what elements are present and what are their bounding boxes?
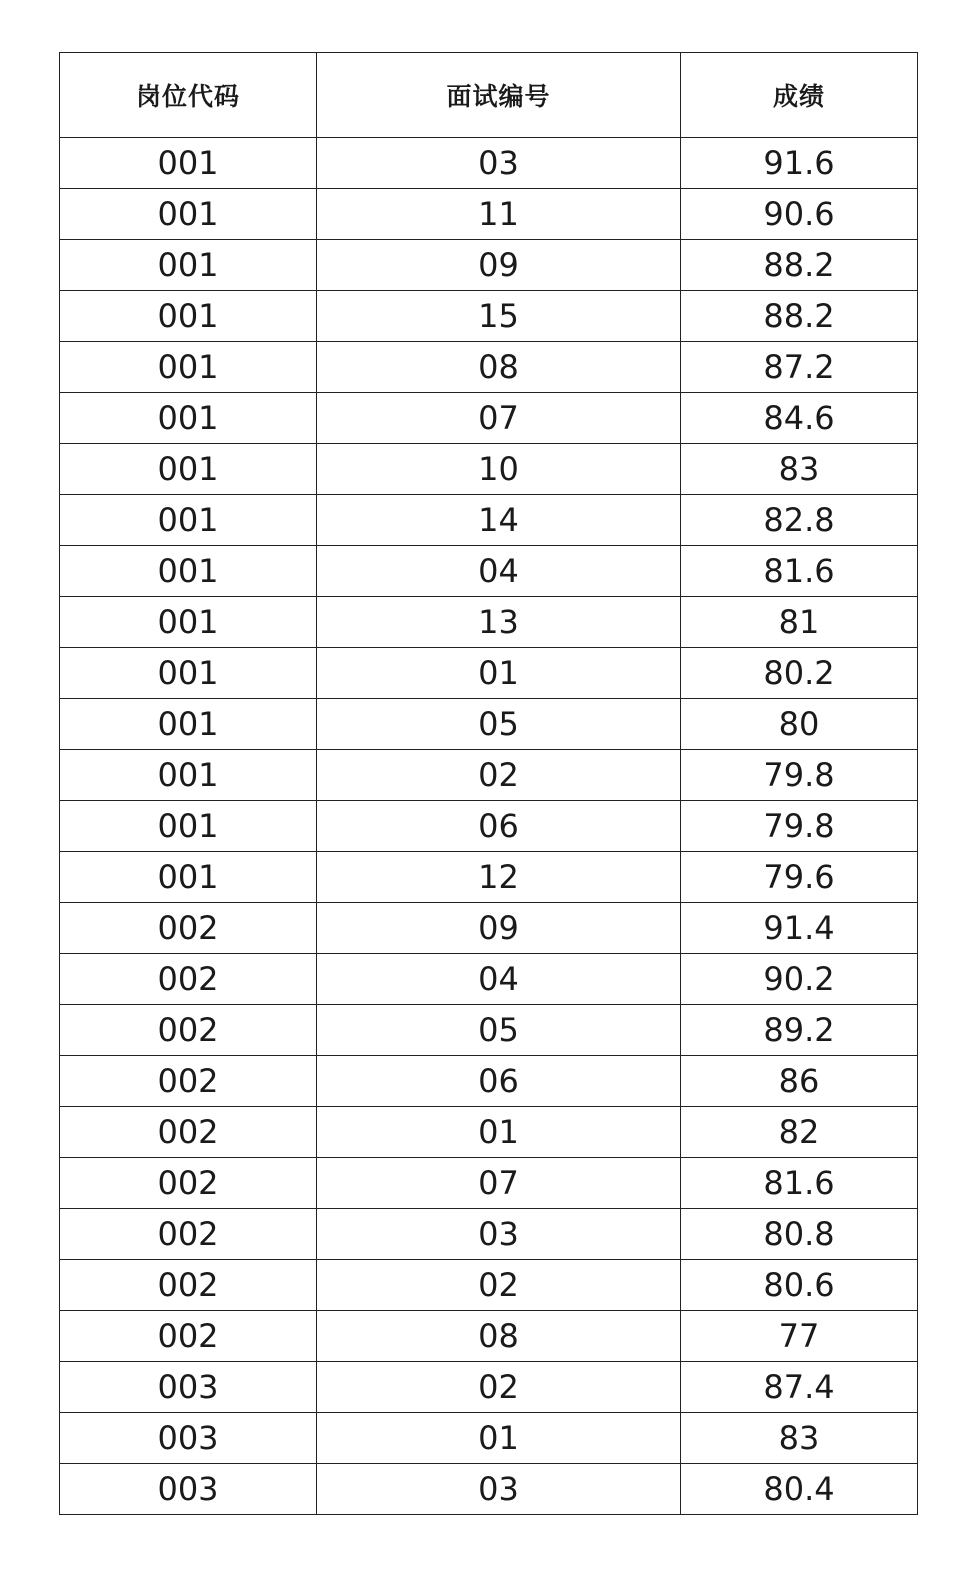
table-row [60, 852, 918, 903]
cell-position-code: 003 [60, 1464, 317, 1515]
cell-score: 79.6 [681, 852, 918, 903]
cell-score: 86 [681, 1056, 918, 1107]
table-row [60, 1005, 918, 1056]
table-row [60, 954, 918, 1005]
table-row [60, 648, 918, 699]
cell-position-code: 001 [60, 138, 317, 189]
table-row [60, 903, 918, 954]
cell-interview-number: 06 [317, 1056, 681, 1107]
cell-interview-number: 05 [317, 1005, 681, 1056]
cell-score: 90.2 [681, 954, 918, 1005]
cell-interview-number: 03 [317, 1209, 681, 1260]
cell-interview-number: 11 [317, 189, 681, 240]
cell-score: 83 [681, 444, 918, 495]
cell-score: 90.6 [681, 189, 918, 240]
cell-interview-number: 09 [317, 240, 681, 291]
cell-score: 80.6 [681, 1260, 918, 1311]
cell-position-code: 003 [60, 1413, 317, 1464]
table-row [60, 1311, 918, 1362]
cell-position-code: 002 [60, 1158, 317, 1209]
cell-position-code: 001 [60, 648, 317, 699]
cell-position-code: 001 [60, 699, 317, 750]
cell-score: 87.4 [681, 1362, 918, 1413]
cell-score: 87.2 [681, 342, 918, 393]
cell-position-code: 001 [60, 342, 317, 393]
score-table [59, 52, 918, 1515]
cell-interview-number: 10 [317, 444, 681, 495]
cell-interview-number: 04 [317, 954, 681, 1005]
cell-interview-number: 09 [317, 903, 681, 954]
header-row [60, 53, 918, 138]
cell-score: 79.8 [681, 801, 918, 852]
cell-interview-number: 05 [317, 699, 681, 750]
cell-position-code: 002 [60, 903, 317, 954]
cell-interview-number: 01 [317, 1107, 681, 1158]
table-row [60, 189, 918, 240]
cell-score: 81 [681, 597, 918, 648]
cell-interview-number: 04 [317, 546, 681, 597]
cell-interview-number: 01 [317, 1413, 681, 1464]
cell-score: 80.8 [681, 1209, 918, 1260]
table-row [60, 291, 918, 342]
cell-position-code: 001 [60, 597, 317, 648]
table-row [60, 801, 918, 852]
cell-position-code: 002 [60, 1311, 317, 1362]
cell-position-code: 002 [60, 1005, 317, 1056]
table-row [60, 138, 918, 189]
cell-score: 84.6 [681, 393, 918, 444]
cell-score: 91.4 [681, 903, 918, 954]
cell-interview-number: 06 [317, 801, 681, 852]
cell-position-code: 002 [60, 1260, 317, 1311]
table-row [60, 342, 918, 393]
table-row [60, 1209, 918, 1260]
cell-score: 88.2 [681, 240, 918, 291]
cell-interview-number: 12 [317, 852, 681, 903]
cell-interview-number: 07 [317, 393, 681, 444]
header-interview-number: 面试编号 [317, 53, 681, 138]
cell-position-code: 002 [60, 954, 317, 1005]
table-row [60, 1464, 918, 1515]
table-row [60, 1158, 918, 1209]
header-score: 成绩 [681, 53, 918, 138]
cell-interview-number: 02 [317, 750, 681, 801]
cell-position-code: 001 [60, 852, 317, 903]
cell-score: 82.8 [681, 495, 918, 546]
cell-position-code: 001 [60, 546, 317, 597]
cell-score: 83 [681, 1413, 918, 1464]
cell-interview-number: 03 [317, 138, 681, 189]
cell-score: 80.2 [681, 648, 918, 699]
cell-interview-number: 08 [317, 1311, 681, 1362]
cell-interview-number: 02 [317, 1260, 681, 1311]
table-row [60, 1056, 918, 1107]
cell-score: 79.8 [681, 750, 918, 801]
header-position-code: 岗位代码 [60, 53, 317, 138]
cell-position-code: 001 [60, 189, 317, 240]
cell-interview-number: 01 [317, 648, 681, 699]
cell-position-code: 003 [60, 1362, 317, 1413]
table-row [60, 1413, 918, 1464]
cell-position-code: 002 [60, 1056, 317, 1107]
table-row [60, 1362, 918, 1413]
cell-position-code: 002 [60, 1209, 317, 1260]
table-row [60, 597, 918, 648]
cell-interview-number: 13 [317, 597, 681, 648]
cell-interview-number: 02 [317, 1362, 681, 1413]
table-row [60, 699, 918, 750]
table-row [60, 750, 918, 801]
cell-interview-number: 08 [317, 342, 681, 393]
table-row [60, 393, 918, 444]
cell-position-code: 002 [60, 1107, 317, 1158]
cell-interview-number: 07 [317, 1158, 681, 1209]
table-header [60, 53, 918, 138]
cell-position-code: 001 [60, 801, 317, 852]
cell-score: 80 [681, 699, 918, 750]
cell-score: 80.4 [681, 1464, 918, 1515]
cell-score: 91.6 [681, 138, 918, 189]
cell-position-code: 001 [60, 240, 317, 291]
cell-score: 88.2 [681, 291, 918, 342]
table-row [60, 1260, 918, 1311]
cell-score: 81.6 [681, 1158, 918, 1209]
table-row [60, 495, 918, 546]
cell-position-code: 001 [60, 495, 317, 546]
cell-score: 77 [681, 1311, 918, 1362]
cell-position-code: 001 [60, 291, 317, 342]
table-body [60, 138, 918, 1515]
table-row [60, 240, 918, 291]
cell-score: 82 [681, 1107, 918, 1158]
cell-interview-number: 03 [317, 1464, 681, 1515]
cell-score: 89.2 [681, 1005, 918, 1056]
cell-score: 81.6 [681, 546, 918, 597]
table-row [60, 1107, 918, 1158]
table-row [60, 546, 918, 597]
cell-interview-number: 14 [317, 495, 681, 546]
table-row [60, 444, 918, 495]
cell-position-code: 001 [60, 750, 317, 801]
cell-position-code: 001 [60, 444, 317, 495]
cell-interview-number: 15 [317, 291, 681, 342]
cell-position-code: 001 [60, 393, 317, 444]
